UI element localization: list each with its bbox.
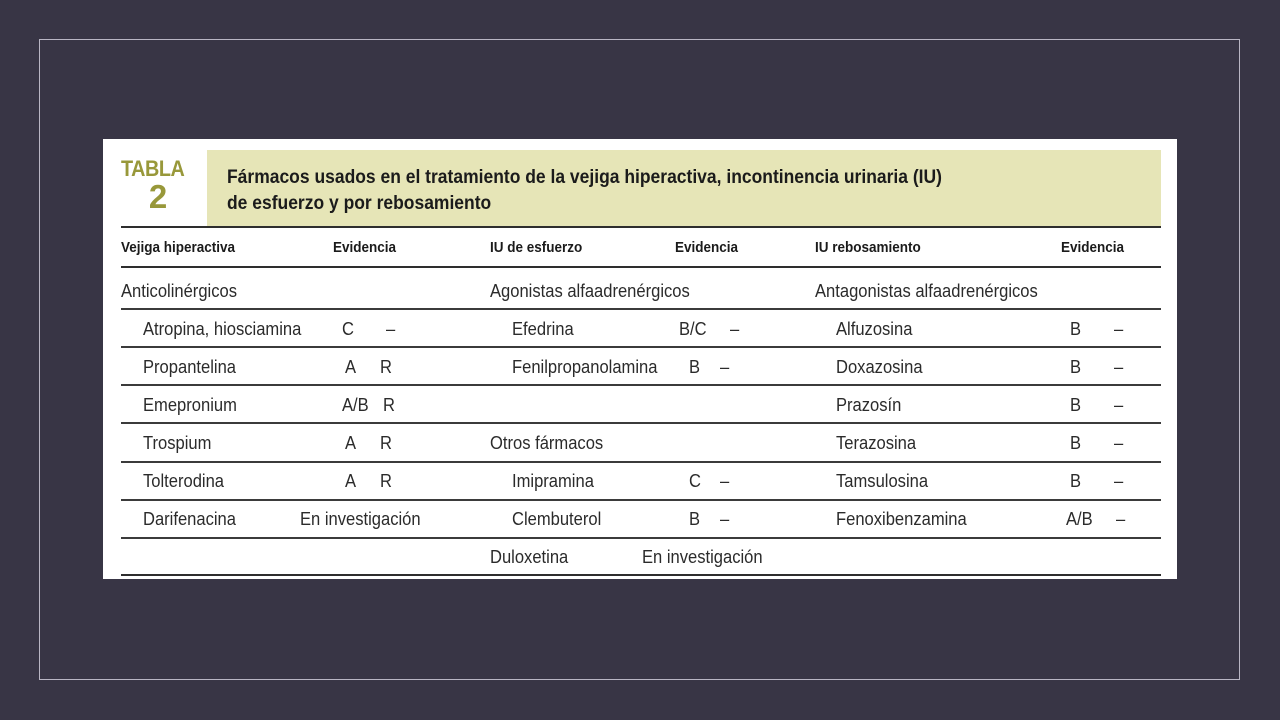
drug-evidence: B — [1070, 395, 1082, 415]
drug-recommendation: – — [1116, 509, 1126, 529]
group-otros-farmacos: Otros fármacos — [490, 433, 604, 453]
row-rule — [121, 346, 1161, 348]
drug-evidence: En investigación — [642, 547, 763, 567]
drug-name: Propantelina — [143, 357, 236, 377]
drug-name: Emepronium — [143, 395, 237, 415]
table-title-line-2: de esfuerzo y por rebosamiento — [227, 193, 492, 214]
drug-evidence: A — [345, 433, 357, 453]
drug-evidence: B — [1070, 357, 1082, 377]
drug-name: Tolterodina — [143, 471, 225, 491]
bottom-rule — [121, 574, 1161, 576]
drug-recommendation: – — [386, 319, 396, 339]
drug-recommendation: – — [730, 319, 740, 339]
header-vejiga-hiperactiva: Vejiga hiperactiva — [121, 239, 236, 256]
drug-recommendation: – — [720, 471, 730, 491]
drug-name: Alfuzosina — [836, 319, 913, 339]
drug-evidence: B — [1070, 319, 1082, 339]
header-iu-esfuerzo: IU de esfuerzo — [490, 239, 583, 256]
drug-evidence: A — [345, 357, 357, 377]
group-antagonistas: Antagonistas alfaadrenérgicos — [815, 281, 1038, 301]
drug-recommendation: R — [383, 395, 395, 415]
drug-name: Prazosín — [836, 395, 902, 415]
group-agonistas: Agonistas alfaadrenérgicos — [490, 281, 690, 301]
drug-evidence: B — [689, 357, 701, 377]
table-document — [103, 139, 1177, 579]
drug-evidence: B — [1070, 471, 1082, 491]
header-evidencia-2: Evidencia — [675, 239, 739, 256]
drug-evidence: B/C — [679, 319, 707, 339]
group-anticolinergicos: Anticolinérgicos — [121, 281, 237, 301]
row-rule — [121, 422, 1161, 424]
drug-evidence: A/B — [342, 395, 369, 415]
drug-name: Darifenacina — [143, 509, 236, 529]
drug-recommendation: R — [380, 433, 392, 453]
row-rule — [121, 499, 1161, 501]
drug-name: Duloxetina — [490, 547, 569, 567]
table-title-line-1: Fármacos usados en el tratamiento de la vejiga hiperactiva, incontinencia urinaria (IU) — [227, 167, 942, 188]
header-evidencia-3: Evidencia — [1061, 239, 1125, 256]
drug-name: Efedrina — [512, 319, 574, 339]
drug-recommendation: R — [380, 471, 392, 491]
drug-name: Clembuterol — [512, 509, 602, 529]
drug-name: Atropina, hiosciamina — [143, 319, 302, 339]
drug-recommendation: – — [1114, 471, 1124, 491]
drug-evidence: B — [689, 509, 701, 529]
row-rule — [121, 308, 1161, 310]
drug-evidence: C — [342, 319, 354, 339]
drug-evidence: A/B — [1066, 509, 1093, 529]
drug-evidence: C — [689, 471, 701, 491]
drug-evidence: En investigación — [300, 509, 421, 529]
drug-recommendation: – — [1114, 357, 1124, 377]
header-rule — [121, 266, 1161, 268]
drug-recommendation: – — [1114, 395, 1124, 415]
drug-recommendation: – — [1114, 319, 1124, 339]
drug-name: Fenoxibenzamina — [836, 509, 967, 529]
drug-evidence: A — [345, 471, 357, 491]
drug-evidence: B — [1070, 433, 1082, 453]
drug-name: Terazosina — [836, 433, 917, 453]
drug-recommendation: – — [1114, 433, 1124, 453]
table-label-box — [121, 150, 207, 226]
drug-recommendation: – — [720, 509, 730, 529]
drug-recommendation: – — [720, 357, 730, 377]
row-rule — [121, 461, 1161, 463]
title-rule — [121, 226, 1161, 228]
header-evidencia-1: Evidencia — [333, 239, 397, 256]
drug-name: Doxazosina — [836, 357, 923, 377]
table-label: TABLA — [121, 156, 185, 181]
row-rule — [121, 384, 1161, 386]
drug-name: Fenilpropanolamina — [512, 357, 658, 377]
header-iu-rebosamiento: IU rebosamiento — [815, 239, 921, 256]
drug-name: Tamsulosina — [836, 471, 929, 491]
table-title-band — [121, 150, 1161, 226]
drug-name: Imipramina — [512, 471, 594, 491]
row-rule — [121, 537, 1161, 539]
table-number: 2 — [148, 178, 168, 215]
drug-recommendation: R — [380, 357, 392, 377]
table-title — [227, 165, 1073, 217]
drug-name: Trospium — [143, 433, 212, 453]
